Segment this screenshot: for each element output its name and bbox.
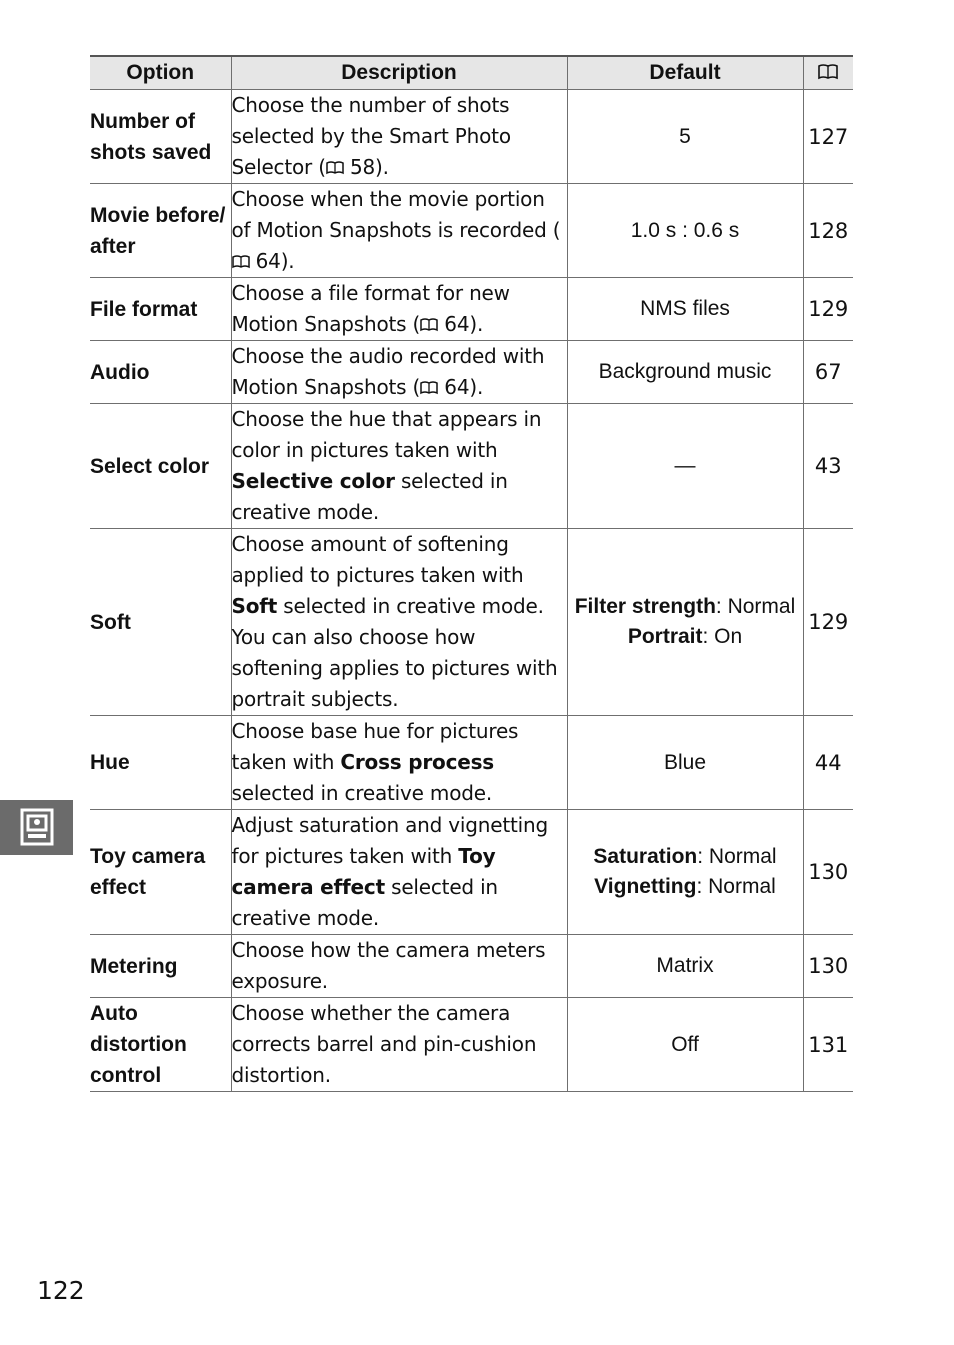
photo-mode-icon (20, 808, 54, 846)
option-default: 5 (567, 90, 803, 184)
table-row (90, 90, 853, 184)
options-table (90, 55, 853, 1092)
default-column-header: Default (567, 56, 803, 90)
default-line: Filter strength: Normal (574, 595, 796, 618)
book-icon (818, 64, 838, 80)
book-icon (326, 161, 344, 175)
option-description: Choose the number of shots selected by the Smart Photo Selector ( 58). (231, 90, 567, 184)
page-ref: 43 (803, 404, 853, 529)
option-name: Select color (90, 404, 231, 529)
page-ref: 129 (803, 278, 853, 341)
book-icon (232, 255, 250, 269)
option-name: Hue (90, 716, 231, 810)
book-icon (420, 381, 438, 395)
table-row (90, 935, 853, 998)
option-description: Choose amount of softening applied to pictures taken with Soft selected in creative mode. You can also choose how softening applies to pictures with portrait subjects. (231, 529, 567, 716)
option-name: Movie before/ after (90, 184, 231, 278)
option-default (567, 529, 803, 716)
option-name: Soft (90, 529, 231, 716)
page-ref: 130 (803, 935, 853, 998)
table-row (90, 184, 853, 278)
option-name: Toy camera effect (90, 810, 231, 935)
option-default: Blue (567, 716, 803, 810)
option-description: Choose when the movie portion of Motion Snapshots is recorded ( 64). (231, 184, 567, 278)
page-ref: 131 (803, 998, 853, 1092)
page-number: 122 (37, 1276, 85, 1305)
option-default: Background music (567, 341, 803, 404)
option-name: Metering (90, 935, 231, 998)
table-row (90, 529, 853, 716)
option-description: Choose whether the camera corrects barrel and pin-cushion distortion. (231, 998, 567, 1092)
option-name: Audio (90, 341, 231, 404)
option-default: Off (567, 998, 803, 1092)
table-row (90, 404, 853, 529)
page-ref: 130 (803, 810, 853, 935)
option-default (567, 810, 803, 935)
option-name: Auto distortion control (90, 998, 231, 1092)
option-description: Choose the audio recorded with Motion Snapshots ( 64). (231, 341, 567, 404)
page-ref: 127 (803, 90, 853, 184)
option-default: 1.0 s : 0.6 s (567, 184, 803, 278)
option-name: File format (90, 278, 231, 341)
page-ref: 44 (803, 716, 853, 810)
option-description: Choose base hue for pictures taken with Cross process selected in creative mode. (231, 716, 567, 810)
book-icon (420, 318, 438, 332)
table-row (90, 998, 853, 1092)
option-name: Number of shots saved (90, 90, 231, 184)
table-header-row (90, 56, 853, 90)
option-column-header: Option (90, 56, 231, 90)
page-ref: 128 (803, 184, 853, 278)
option-description: Choose the hue that appears in color in pictures taken with Selective color selected in creative mode. (231, 404, 567, 529)
default-line: Saturation: Normal (593, 845, 777, 868)
table-row (90, 810, 853, 935)
option-description: Adjust saturation and vignetting for pictures taken with Toy camera effect selected in creative mode. (231, 810, 567, 935)
table-row (90, 278, 853, 341)
page-ref: 129 (803, 529, 853, 716)
page-ref: 67 (803, 341, 853, 404)
description-column-header: Description (231, 56, 567, 90)
option-default: NMS files (567, 278, 803, 341)
option-description: Choose a file format for new Motion Snapshots ( 64). (231, 278, 567, 341)
default-line: Vignetting: Normal (594, 875, 776, 898)
table-row (90, 716, 853, 810)
option-description: Choose how the camera meters exposure. (231, 935, 567, 998)
option-default: Matrix (567, 935, 803, 998)
option-default: — (567, 404, 803, 529)
default-line: Portrait: On (627, 625, 743, 648)
table-row (90, 341, 853, 404)
chapter-tab (0, 800, 73, 855)
page-column-header (803, 56, 853, 90)
